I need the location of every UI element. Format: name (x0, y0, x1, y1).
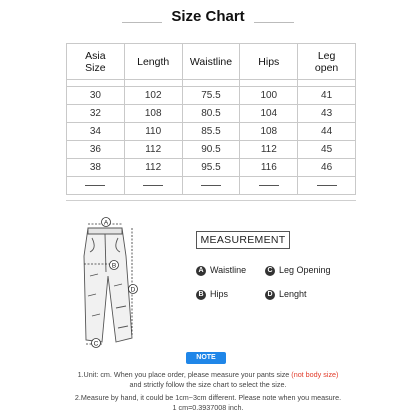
table-cell: 112 (124, 159, 182, 177)
header-leg-open (298, 44, 356, 80)
table-cell: 36 (67, 141, 125, 159)
table-row (67, 159, 356, 177)
legend-marker-c: C (265, 266, 275, 276)
note-line-2: 2.Measure by hand, it could be 1cm~3cm different. Please note when you measure. (74, 393, 342, 402)
table-cell: 100 (240, 87, 298, 105)
page-title: Size Chart (171, 8, 245, 25)
legend-marker-a: A (196, 266, 206, 276)
table-spacer (67, 80, 356, 87)
table-row (67, 105, 356, 123)
note-badge: NOTE (186, 352, 226, 364)
legend-marker-d: D (265, 290, 275, 300)
marker-c-label: C (93, 340, 99, 348)
dash-mark (85, 185, 105, 186)
legend-label: Lenght (279, 289, 307, 299)
table-cell-empty (182, 177, 240, 195)
note-line-1b: and strictly follow the size chart to select the size. (129, 380, 287, 389)
marker-d-label: D (130, 286, 136, 294)
table-cell: 41 (298, 87, 356, 105)
table-cell: 32 (67, 105, 125, 123)
note-warning: (not body size) (291, 370, 339, 379)
header-length (124, 44, 182, 80)
table-cell: 116 (240, 159, 298, 177)
spacer-cell (67, 80, 125, 87)
header-leg-open-label: Leg open (314, 49, 339, 74)
title-rule-right (254, 22, 294, 23)
header-asia-size-label: Asia Size (85, 49, 106, 74)
table-cell: 90.5 (182, 141, 240, 159)
legend-label: Waistline (210, 265, 247, 275)
table-row (67, 141, 356, 159)
table-cell-empty (298, 177, 356, 195)
table-cell-empty (67, 177, 125, 195)
marker-a-label: A (103, 219, 109, 227)
header-hips (240, 44, 298, 80)
legend-leg-opening (265, 265, 331, 276)
header-hips-label: Hips (258, 55, 280, 68)
dash-mark (317, 185, 337, 186)
table-header-row (67, 44, 356, 80)
spacer-cell (298, 80, 356, 87)
dash-mark (259, 185, 279, 186)
table-cell: 104 (240, 105, 298, 123)
table-cell: 110 (124, 123, 182, 141)
table-cell: 75.5 (182, 87, 240, 105)
marker-b (110, 261, 119, 270)
table-row (67, 87, 356, 105)
table-cell: 43 (298, 105, 356, 123)
legend-label: Hips (210, 289, 229, 299)
legend-label: Leg Opening (279, 265, 331, 275)
legend-waistline (196, 265, 246, 276)
table-cell: 112 (124, 141, 182, 159)
section-divider (66, 200, 356, 201)
table-cell: 44 (298, 123, 356, 141)
table-cell: 38 (67, 159, 125, 177)
table-row-empty (67, 177, 356, 195)
table-cell: 85.5 (182, 123, 240, 141)
table-cell: 95.5 (182, 159, 240, 177)
table-cell: 112 (240, 141, 298, 159)
header-length-label: Length (137, 55, 170, 68)
size-table (66, 43, 356, 195)
table-cell: 108 (124, 105, 182, 123)
table-cell: 30 (67, 87, 125, 105)
table-cell: 46 (298, 159, 356, 177)
table-cell: 108 (240, 123, 298, 141)
legend-marker-b: B (196, 290, 206, 300)
spacer-cell (240, 80, 298, 87)
table-row (67, 123, 356, 141)
legend-length (265, 289, 307, 300)
legend-hips (196, 289, 228, 300)
table-cell-empty (240, 177, 298, 195)
title-rule-left (122, 22, 162, 23)
marker-c (92, 339, 101, 348)
header-asia-size (67, 44, 125, 80)
table-cell: 45 (298, 141, 356, 159)
table-cell: 34 (67, 123, 125, 141)
dash-mark (143, 185, 163, 186)
header-waistline-label: Waistline (189, 55, 233, 68)
dash-mark (201, 185, 221, 186)
title-area (0, 6, 416, 28)
spacer-cell (182, 80, 240, 87)
note-line-2b: 1 cm=0.3937008 inch. (172, 403, 244, 412)
note-line-1 (0, 370, 416, 380)
table-cell-empty (124, 177, 182, 195)
header-waistline (182, 44, 240, 80)
table-cell: 102 (124, 87, 182, 105)
spacer-cell (124, 80, 182, 87)
pants-diagram (66, 216, 162, 352)
marker-a (102, 218, 111, 227)
marker-b-label: B (111, 262, 117, 270)
marker-d (129, 285, 138, 294)
table-cell: 80.5 (182, 105, 240, 123)
measurement-heading: MEASUREMENT (196, 231, 290, 249)
note-line-1-text: 1.Unit: cm. When you place order, please measure your pants size (77, 370, 292, 379)
